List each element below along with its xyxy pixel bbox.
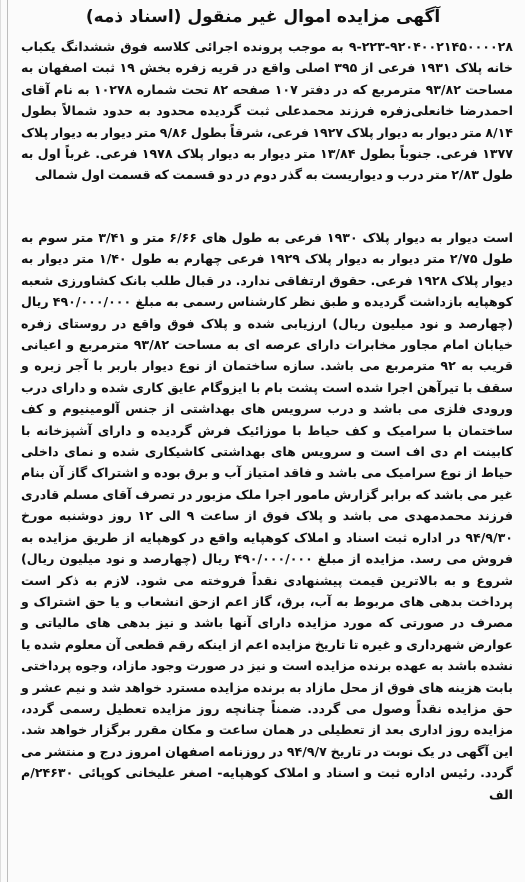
column-divider-line <box>7 0 8 882</box>
notice-paragraph-1: ۹-۲۲۳-۹۲۰۴۰۰۲۱۴۵۰۰۰۰۲۸ به موجب پرونده اجرائی کلاسه فوق ششدانگ یکباب خانه پلاک ۱۹۳۱ فرعی از ۳۹۵ اصلی واقع در قریه زفره بخش ۱۹ ثبت اصفهان به مساحت ۹۳/۸۲ مترمربع که در دفتر ۱۰۷ صفحه ۸۲ تحت شماره ۱۰۲۷۸ به نام آقای احمدرضا خانعلی‌زفره فرزند محمدعلی ثبت گردیده محدود به حدود شمالاً بطول ۸/۱۴ متر دیوار به دیوار پلاک ۱۹۲۷ فرعی، شرقاً بطول ۹/۸۶ متر دیوار به دیوار پلاک ۱۳۷۷ فرعی. جنوباً بطول ۱۳/۸۴ متر دیوار به دیوار پلاک ۱۹۷۸ فرعی. غرباً اول به طول ۲/۸۳ متر درب و دیواریست به گذر دوم در دو قسمت که قسمت اول شمالی <box>21 39 514 183</box>
notice-paragraph-2: است دیوار به دیوار پلاک ۱۹۳۰ فرعی به طول های ۶/۶۶ متر و ۳/۴۱ متر سوم به طول ۲/۷۵ متر دیوار به دیوار پلاک ۱۹۲۹ فرعی چهارم به طول ۱/۴۰ متر دیوار به دیوار پلاک ۱۹۲۸ فرعی. حقوق ارتفاقی ندارد. در قبال طلب بانک کشاورزی شعبه کوهپایه بازداشت گردیده و طبق نظر کارشناس رسمی به مبلغ ۴۹۰/۰۰۰/۰۰۰ ریال (چهارصد و نود میلیون ریال) ارزیابی شده و پلاک فوق واقع در روستای زفره خیابان امام مجاور مخابرات دارای عرصه ای به مساحت ۹۳/۸۲ مترمربع و اعیانی قریب به ۹۲ مترمربع می باشد. سازه ساختمان از نوع دیوار باربر با آجر زبره و سقف با تیرآهن اجرا شده است پشت بام با ایزوگام عایق کاری شده و دارای درب ورودی فلزی می باشد و درب سرویس های بهداشتی از جنس آلومینیوم و کف ساختمان با سرامیک و کف حیاط با موزائیک فرش گردیده و دارای آشپزخانه با کابینت ام دی اف است و سرویس های بهداشتی کاشیکاری شده و نمای داخلی حیاط از نوع سرامیک می باشد و فاقد امتیاز آب و برق بوده و اشتراک گاز آن بنام غیر می باشد که برابر گزارش مامور اجرا ملک مزبور در تصرف آقای مسلم قادری فرزند محمدمهدی می باشد و پلاک فوق از ساعت ۹ الی ۱۲ روز دوشنبه مورخ ۹۴/۹/۳۰ در اداره ثبت اسناد و املاک کوهپایه واقع در کوهپایه از طریق مزایده به فروش می رسد. مزایده از مبلغ ۴۹۰/۰۰۰/۰۰۰ ریال (چهارصد و نود میلیون ریال) شروع و به بالاترین قیمت پیشنهادی نقداً فروخته می شود. لازم به ذکر است پرداخت بدهی های مربوط به آب، برق، گاز اعم ازحق انشعاب و یا حق اشتراک و مصرف در صورتی که مورد مزایده دارای آنها باشد و نیز بدهی های مالیاتی و عوارض شهرداری و غیره تا تاریخ مزایده اعم از اینکه رقم قطعی آن معلوم شده یا نشده باشد به عهده برنده مزایده است و نیز در صورت وجود مازاد، وجوه پرداختی بابت هزینه های فوق از محل مازاد به برنده مزایده مسترد خواهد شد و نیم عشر و حق مزایده نقداً وصول می گردد. ضمناً چنانچه روز مزایده تعطیل رسمی گردد، مزایده روز اداری بعد از تعطیلی در همان ساعت و مکان مقرر برگزار خواهد شد. این آگهی در یک نوبت در تاریخ ۹۴/۹/۷ در روزنامه اصفهان امروز درج و منتشر می گردد. رئیس اداره ثبت و اسناد و املاک کوهپایه- اصغر علیخانی کوپائی ۲۴۶۳۰/م الف <box>21 230 513 802</box>
notice-title: آگهی مزایده اموال غیر منقول (اسناد ذمه) <box>85 7 441 27</box>
